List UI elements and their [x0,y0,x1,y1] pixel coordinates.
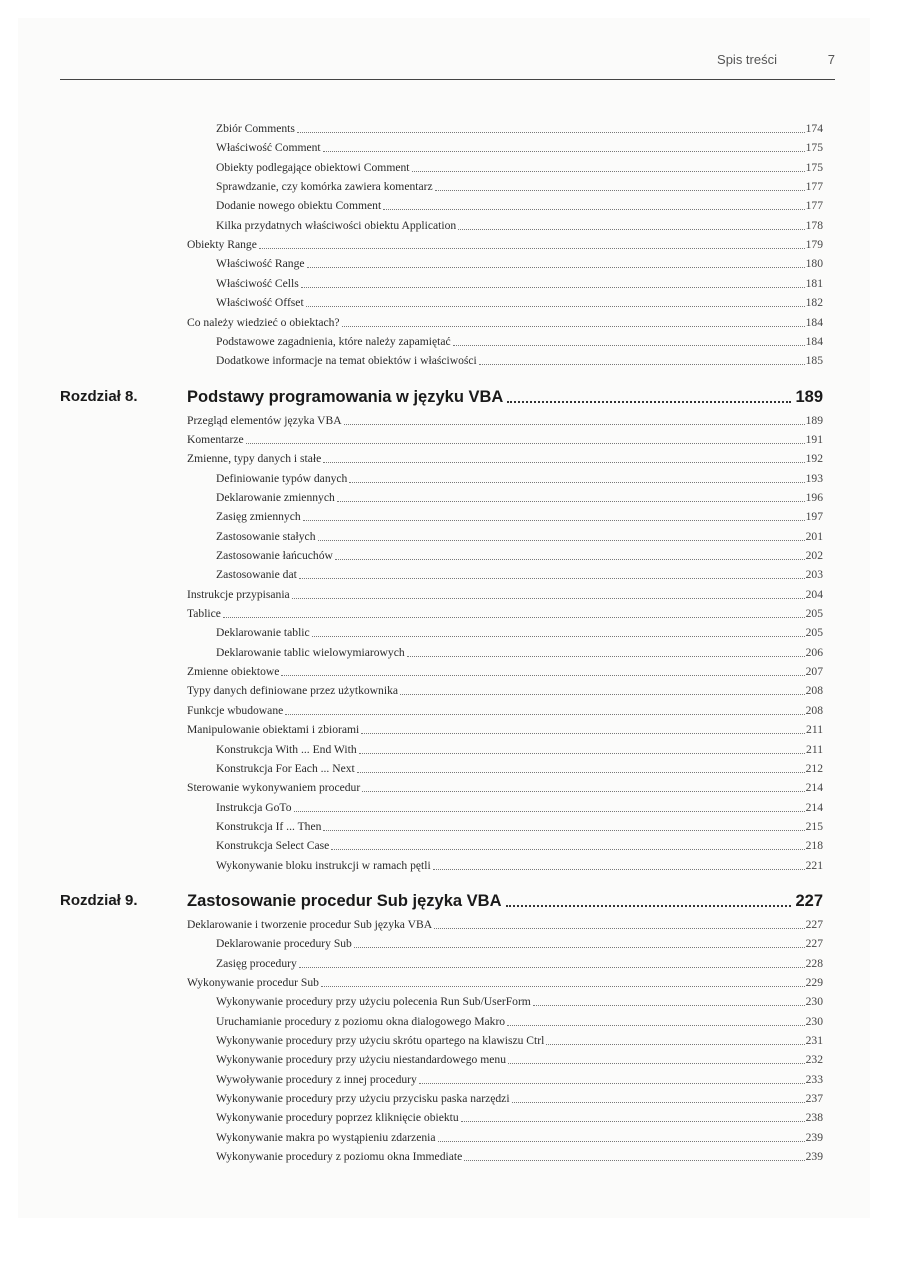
toc-subsection-entry[interactable] [216,276,823,292]
dot-leader [507,1024,805,1026]
entry-title: Obiekty podlegające obiektowi Comment [216,160,410,174]
entry-page-number: 211 [806,742,823,756]
toc-subsection-entry[interactable] [216,471,823,487]
dot-leader [321,985,805,987]
toc-subsection-entry[interactable] [216,1091,823,1107]
dot-leader [312,635,805,637]
dot-leader [512,1101,805,1103]
toc-section-entry[interactable] [187,413,823,429]
running-header-title: Spis treści [717,52,777,67]
dot-leader [354,946,805,948]
chapter-page-number: 189 [795,387,823,406]
toc-section-entry[interactable] [187,451,823,467]
toc-section-entry[interactable] [187,432,823,448]
entry-title: Wywoływanie procedury z innej procedury [216,1072,417,1086]
entry-title: Uruchamianie procedury z poziomu okna dialogowego Makro [216,1014,506,1028]
toc-subsection-entry[interactable] [216,509,823,525]
toc-section-entry[interactable] [187,780,823,796]
toc-chapter-entry[interactable] [187,385,823,407]
dot-leader [383,208,804,210]
entry-title: Konstrukcja If ... Then [216,819,322,833]
entry-title: Zbiór Comments [216,122,295,135]
entry-page-number: 228 [805,956,823,970]
entry-page-number: 196 [805,490,823,504]
entry-title: Deklarowanie i tworzenie procedur Sub języka VBA [187,917,433,931]
entry-page-number: 238 [805,1111,823,1125]
dot-leader [453,344,805,346]
toc-subsection-entry[interactable] [216,353,823,369]
entry-page-number: 193 [805,471,823,485]
toc-subsection-entry[interactable] [216,800,823,816]
entry-title: Typy danych definiowane przez użytkownika [187,684,399,698]
entry-page-number: 175 [805,160,823,174]
entry-title: Instrukcja GoTo [216,800,292,814]
entry-title: Właściwość Comment [216,141,321,155]
dot-leader [323,461,804,463]
entry-title: Instrukcje przypisania [187,587,290,601]
entry-title: Obiekty Range [187,238,257,252]
toc-subsection-entry[interactable] [216,295,823,311]
entry-page-number: 207 [805,665,823,679]
entry-page-number: 211 [806,723,823,737]
toc-subsection-entry[interactable] [216,956,823,972]
entry-page-number: 203 [805,568,823,582]
entry-page-number: 230 [805,995,823,1009]
dot-leader [342,325,805,327]
dot-leader [361,732,805,734]
entry-title: Przegląd elementów języka VBA [187,413,342,427]
running-header [60,52,835,72]
entry-page-number: 206 [805,645,823,659]
entry-page-number: 214 [805,800,823,814]
entry-page-number: 208 [805,684,823,698]
toc-chapter-entry[interactable] [187,889,823,911]
toc-section-entry[interactable] [187,237,823,253]
entry-page-number: 239 [805,1150,823,1164]
dot-leader [362,790,804,792]
entry-title: Sterowanie wykonywaniem procedur [187,781,361,795]
entry-title: Zasięg procedury [216,956,297,970]
toc-section-entry[interactable] [187,664,823,680]
entry-title: Dodanie nowego obiektu Comment [216,199,382,213]
entry-page-number: 182 [805,296,823,310]
entry-page-number: 180 [805,257,823,271]
dot-leader [281,674,804,676]
dot-leader [331,848,804,850]
entry-title: Dodatkowe informacje na temat obiektów i właściwości [216,354,477,368]
entry-page-number: 232 [805,1053,823,1067]
dot-leader [359,752,805,754]
entry-page-number: 227 [805,937,823,951]
entry-page-number: 218 [805,839,823,853]
chapter-label: Rozdział 8. [60,387,138,405]
dot-leader [434,927,805,929]
entry-title: Tablice [187,607,221,621]
entry-page-number: 204 [805,587,823,601]
toc-subsection-entry[interactable] [216,1130,823,1146]
toc-subsection-entry[interactable] [216,160,823,176]
entry-title: Właściwość Offset [216,296,304,310]
toc-section-entry[interactable] [187,683,823,699]
toc-subsection-entry[interactable] [216,256,823,272]
entry-title: Wykonywanie procedury przy użyciu polecenia Run Sub/UserForm [216,995,531,1009]
header-rule [60,79,835,80]
entry-page-number: 192 [805,452,823,466]
dot-leader [303,519,805,521]
entry-title: Komentarze [187,432,244,446]
entry-page-number: 205 [805,607,823,621]
entry-title: Konstrukcja Select Case [216,839,330,853]
toc-subsection-entry[interactable] [216,198,823,214]
dot-leader [546,1043,804,1045]
entry-page-number: 212 [805,761,823,775]
dot-leader [318,539,805,541]
dot-leader [297,131,805,133]
toc-subsection-entry[interactable] [216,179,823,195]
entry-page-number: 237 [805,1092,823,1106]
toc-subsection-entry[interactable] [216,994,823,1010]
dot-leader [306,305,805,307]
toc-subsection-entry[interactable] [216,140,823,156]
dot-leader [435,189,805,191]
entry-page-number: 177 [805,180,823,194]
toc-section-entry[interactable] [187,703,823,719]
entry-page-number: 239 [805,1130,823,1144]
dot-leader [323,150,805,152]
entry-page-number: 174 [805,122,823,135]
entry-title: Wykonywanie bloku instrukcji w ramach pętli [216,858,431,872]
entry-title: Wykonywanie procedury z poziomu okna Immediate [216,1150,463,1164]
entry-title: Zasięg zmiennych [216,510,301,524]
entry-page-number: 214 [805,781,823,795]
dot-leader [506,904,792,907]
dot-leader [292,597,805,599]
entry-title: Wykonywanie makra po wystąpieniu zdarzenia [216,1130,436,1144]
page-number: 7 [827,52,835,67]
entry-page-number: 184 [805,315,823,329]
dot-leader [461,1120,805,1122]
dot-leader [259,247,805,249]
toc-subsection-entry[interactable] [216,625,823,641]
toc-section-entry[interactable] [187,587,823,603]
dot-leader [323,829,804,831]
toc-section-entry[interactable] [187,722,823,738]
toc-subsection-entry[interactable] [216,1149,823,1165]
entry-title: Właściwość Range [216,257,305,271]
entry-title: Manipulowanie obiektami i zbiorami [187,723,360,737]
entry-page-number: 178 [805,218,823,232]
dot-leader [438,1140,805,1142]
entry-title: Podstawowe zagadnienia, które należy zapamiętać [216,334,451,348]
dot-leader [337,500,805,502]
entry-title: Deklarowanie tablic wielowymiarowych [216,645,405,659]
entry-page-number: 197 [805,510,823,524]
entry-page-number: 208 [805,703,823,717]
dot-leader [223,616,805,618]
toc-section-entry[interactable] [187,606,823,622]
entry-title: Zmienne obiektowe [187,665,280,679]
toc-section-entry[interactable] [187,917,823,933]
entry-page-number: 191 [805,432,823,446]
dot-leader [357,771,805,773]
toc-subsection-entry[interactable] [216,529,823,545]
entry-title: Sprawdzanie, czy komórka zawiera komentarz [216,180,433,194]
dot-leader [299,966,805,968]
dot-leader [433,868,805,870]
entry-page-number: 185 [805,354,823,368]
dot-leader [479,363,805,365]
entry-title: Co należy wiedzieć o obiektach? [187,315,340,329]
entry-page-number: 231 [805,1034,823,1048]
entry-page-number: 189 [805,413,823,427]
dot-leader [344,423,805,425]
entry-page-number: 177 [805,199,823,213]
dot-leader [507,400,791,403]
chapter-label: Rozdział 9. [60,891,138,909]
dot-leader [458,228,804,230]
toc-subsection-entry[interactable] [216,838,823,854]
chapter-title: Zastosowanie procedur Sub języka VBA [187,891,502,910]
entry-title: Deklarowanie procedury Sub [216,937,352,951]
entry-page-number: 181 [805,276,823,290]
toc-subsection-entry[interactable] [216,1033,823,1049]
entry-title: Właściwość Cells [216,276,299,290]
toc-subsection-entry[interactable] [216,936,823,952]
toc-subsection-entry[interactable] [216,1052,823,1068]
entry-title: Wykonywanie procedury przy użyciu przycisku paska narzędzi [216,1092,510,1106]
dot-leader [412,170,805,172]
entry-page-number: 230 [805,1014,823,1028]
dot-leader [285,713,804,715]
entry-title: Konstrukcja With ... End With [216,742,357,756]
dot-leader [407,655,805,657]
dot-leader [508,1062,805,1064]
toc-section-entry[interactable] [187,315,823,331]
dot-leader [307,266,805,268]
dot-leader [335,558,805,560]
entry-title: Deklarowanie zmiennych [216,490,335,504]
entry-title: Zmienne, typy danych i stałe [187,452,322,466]
toc-subsection-entry[interactable] [216,858,823,874]
entry-title: Deklarowanie tablic [216,626,310,640]
toc-subsection-entry[interactable] [216,1014,823,1030]
entry-page-number: 227 [805,917,823,931]
entry-page-number: 233 [805,1072,823,1086]
chapter-page-number: 227 [795,891,823,910]
toc-section-entry[interactable] [187,975,823,991]
toc-subsection-entry[interactable] [216,1072,823,1088]
toc-subsection-entry[interactable] [216,490,823,506]
entry-title: Wykonywanie procedur Sub [187,976,319,989]
entry-title: Wykonywanie procedury przy użyciu skrótu opartego na klawiszu Ctrl [216,1034,545,1048]
entry-page-number: 201 [805,529,823,543]
entry-title: Wykonywanie procedury poprzez kliknięcie obiektu [216,1111,459,1125]
entry-title: Wykonywanie procedury przy użyciu niestandardowego menu [216,1053,507,1067]
entry-page-number: 205 [805,626,823,640]
toc-subsection-entry[interactable] [216,218,823,234]
entry-page-number: 229 [805,976,823,989]
dot-leader [301,286,805,288]
toc-subsection-entry[interactable] [216,819,823,835]
toc-subsection-entry[interactable] [216,1110,823,1126]
toc-subsection-entry[interactable] [216,742,823,758]
entry-title: Definiowanie typów danych [216,471,348,485]
toc-subsection-entry[interactable] [216,121,823,137]
dot-leader [400,693,805,695]
dot-leader [464,1159,804,1161]
entry-page-number: 175 [805,141,823,155]
dot-leader [299,577,805,579]
toc-subsection-entry[interactable] [216,548,823,564]
entry-page-number: 215 [805,819,823,833]
dot-leader [419,1082,805,1084]
toc-subsection-entry[interactable] [216,334,823,350]
chapter-title: Podstawy programowania w języku VBA [187,387,504,406]
toc-subsection-entry[interactable] [216,567,823,583]
dot-leader [294,810,805,812]
entry-title: Zastosowanie łańcuchów [216,549,333,562]
toc-subsection-entry[interactable] [216,645,823,661]
entry-title: Funkcje wbudowane [187,703,284,717]
entry-title: Zastosowanie dat [216,568,297,582]
entry-title: Konstrukcja For Each ... Next [216,761,355,775]
entry-page-number: 184 [805,334,823,348]
entry-title: Kilka przydatnych właściwości obiektu Application [216,218,457,232]
dot-leader [533,1004,805,1006]
toc-subsection-entry[interactable] [216,761,823,777]
entry-page-number: 179 [805,238,823,252]
entry-page-number: 202 [805,549,823,562]
dot-leader [246,442,805,444]
entry-title: Zastosowanie stałych [216,529,316,543]
entry-page-number: 221 [805,858,823,872]
dot-leader [349,481,804,483]
